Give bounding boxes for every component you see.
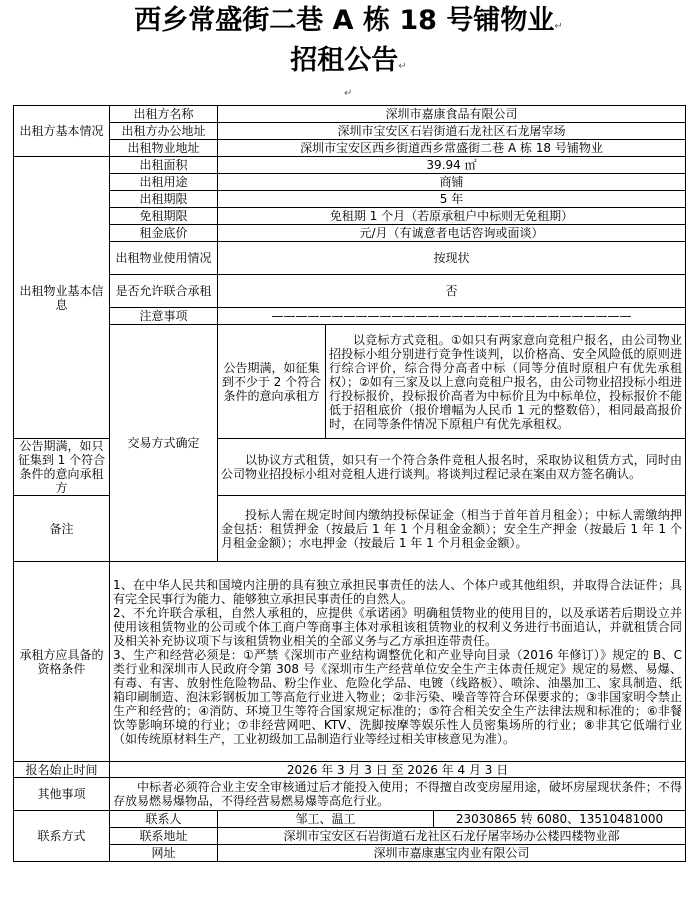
free-period-label: 免租期限 [110, 208, 218, 225]
other-label: 其他事项 [14, 778, 110, 811]
table-row [14, 562, 686, 762]
notes-label: 注意事项 [110, 308, 218, 325]
table-row [14, 174, 686, 191]
paragraph-mark: ↵ [344, 88, 353, 99]
requirements-text [110, 562, 686, 762]
table-row [14, 208, 686, 225]
use-label: 出租用途 [110, 174, 218, 191]
notes-value: —————————————————————————————— [218, 308, 686, 325]
section-contact: 联系方式 [14, 811, 110, 862]
table-row [14, 275, 686, 308]
table-row [14, 140, 686, 157]
contact-address-value: 深圳市宝安区石岩街道石龙社区石龙仔屠宰场办公楼四楼物业部 [218, 828, 686, 845]
joint-lease-label: 是否允许联合承租 [110, 275, 218, 308]
area-value: 39.94 ㎡ [218, 157, 686, 174]
contact-address-label: 联系地址 [110, 828, 218, 845]
contact-person-label: 联系人 [110, 811, 218, 828]
section-lessor: 出租方基本情况 [14, 106, 110, 157]
table-row [14, 123, 686, 140]
multi-bidder-label: 公告期满，如征集到不少于 2 个符合条件的意向承租方 [218, 325, 326, 439]
reserve-price-value: 元/月（有诚意者电话咨询或面谈） [218, 225, 686, 242]
single-bidder-text: 以协议方式租赁，如只有一个符合条件竞租人报名时，采取协议租赁方式，同时由公司物业招投标小组对竞租人进行谈判。将谈判过程记录在案由双方签名确认。 [218, 439, 686, 496]
lessor-name-label: 出租方名称 [110, 106, 218, 123]
title-line-1: 西乡常盛街二巷 A 栋 18 号铺物业↵ [134, 5, 563, 36]
table-row [14, 308, 686, 325]
table-row [14, 762, 686, 778]
table-row [14, 106, 686, 123]
term-value: 5 年 [218, 191, 686, 208]
usage-value: 按现状 [218, 242, 686, 275]
multi-bidder-text: 以竞标方式竞租。①如只有两家意向竞租户报名，由公司物业招投标小组分别进行竞争性谈判，以价格高、安全风险低的原则进行综合评价，综合得分高者中标（同等分值时原租户有优先承租权）；②如有三家及以上意向竞租户报名，由公司物业招投标小组进行投标报价，投标报价高者为中标价且为中标单位，投标报价不能低于招租底价（报价增幅为人民币 1 元的整数倍），相同最高报价时，在同等条件情况下原租户有优先承租权。 [326, 325, 686, 439]
table-row [14, 242, 686, 275]
table-row [14, 778, 686, 811]
joint-lease-value: 否 [218, 275, 686, 308]
reserve-price-label: 租金底价 [110, 225, 218, 242]
requirement-item-3: 3、生产和经营必须是：①严禁《深圳市产业结构调整优化和产业导向目录（2016 年修订）》规定的 B、C 类行业和深圳市人民政府令第 308 号《深圳市生产经营单位安全生产主体责任规定》规定的易燃、易爆、有毒、有害、放射性危险物品、粉尘作业、危险化学品、电镀（线路板）、喷涂、油墨加工、家具制造、纸箱印刷制造、泡沫彩钢板加工等高危行业进入物业；②非污染、噪音等符合环保要求的；③非国家明令禁止生产和经营的；④消防、环境卫生等符合国家规定标准的；⑤符合相关安全生产法律法规和标准的；⑥非餐饮等影响环境的行业；⑦非经营网吧、KTV、洗脚按摩等娱乐性人员密集场所的行业；⑧非其它低端行业（如传统原材料生产，工业初级加工品制造行业等经过相关审核意见为准）。 [113, 647, 683, 746]
other-value: 中标者必须符合业主安全审核通过后才能投入使用；不得擅自改变房屋用途，破坏房屋现状条件；不得存放易燃易爆物品，不得经营易燃易爆等高危行业。 [110, 778, 686, 811]
period-value: 2026 年 3 月 3 日 至 2026 年 4 月 3 日 [110, 762, 686, 778]
remark-label: 备注 [14, 496, 110, 562]
period-label: 报名始止时间 [14, 762, 110, 778]
website-value: 深圳市嘉康惠宝肉业有限公司 [218, 845, 686, 862]
section-transaction: 交易方式确定 [110, 325, 218, 562]
title-line-2: 招租公告↵ [290, 45, 407, 76]
table-row [14, 811, 686, 828]
requirement-item-1: 1、在中华人民共和国境内注册的具有独立承担民事责任的法人、个体户或其他组织，并取得合法证件；具有完全民事行为能力、能够独立承担民事责任的自然人。 [113, 577, 683, 606]
section-property: 出租物业基本信息 [14, 157, 110, 439]
single-bidder-label: 公告期满，如只征集到 1 个符合条件的意向承租方 [14, 439, 110, 496]
section-requirements: 承租方应具备的资格条件 [14, 562, 110, 762]
website-label: 网址 [110, 845, 218, 862]
contact-person-value: 邹工、温工 [218, 811, 434, 828]
lessor-office-value: 深圳市宝安区石岩街道石龙社区石龙屠宰场 [218, 123, 686, 140]
property-address-value: 深圳市宝安区西乡街道西乡常盛街二巷 A 栋 18 号铺物业 [218, 140, 686, 157]
table-row [14, 325, 686, 439]
use-value: 商铺 [218, 174, 686, 191]
requirement-item-2: 2、不允许联合承租，自然人承租的，应提供《承诺函》明确租赁物业的使用目的，以及承诺若后期设立并使用该租赁物业的公司或个体工商户等商事主体对承租该租赁物业的权利义务进行书面追认，并就租赁合同及相关补充协议项下与该租赁物业相关的全部义务与乙方承担连带责任。 [113, 605, 683, 648]
lessor-office-label: 出租方办公地址 [110, 123, 218, 140]
area-label: 出租面积 [110, 157, 218, 174]
usage-label: 出租物业使用情况 [110, 242, 218, 275]
table-row [14, 191, 686, 208]
table-row [14, 157, 686, 174]
free-period-value: 免租期 1 个月（若原承租户中标则无免租期） [218, 208, 686, 225]
table-row [14, 845, 686, 862]
property-address-label: 出租物业地址 [110, 140, 218, 157]
lessor-name-value: 深圳市嘉康食品有限公司 [218, 106, 686, 123]
term-label: 出租期限 [110, 191, 218, 208]
table-row [14, 225, 686, 242]
contact-phone-value: 23030865 转 6080、13510481000 [434, 811, 686, 828]
remark-text: 投标人需在规定时间内缴纳投标保证金（相当于首年首月租金）；中标人需缴纳押金包括：租赁押金（按最后 1 年 1 个月租金金额）；安全生产押金（按最后 1 年 1 个月租金金额）；水电押金（按最后 1 年 1 个月租金金额）。 [218, 496, 686, 562]
notice-table [13, 105, 686, 862]
table-row [14, 828, 686, 845]
